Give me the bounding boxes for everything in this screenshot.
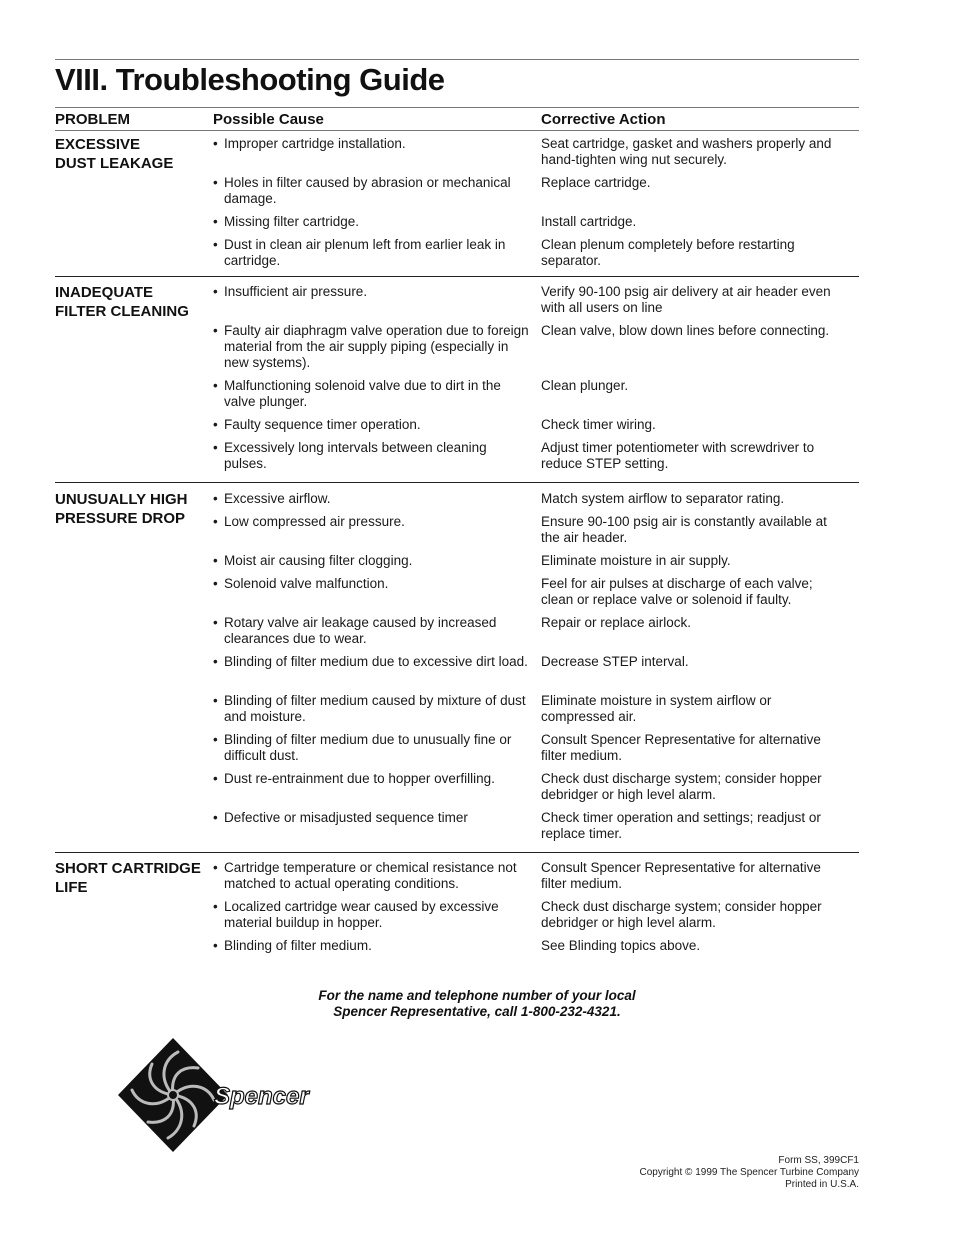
- logo-wordmark: Spencer: [214, 1083, 309, 1110]
- cause-text: • Malfunctioning solenoid valve due to dirt in the valve plunger.: [213, 378, 501, 409]
- footer-info: [639, 1155, 859, 1191]
- spencer-turbine-logo-icon: [118, 1038, 318, 1153]
- copyright-text: Copyright © 1999 The Spencer Turbine Company: [639, 1167, 859, 1178]
- cause-text: • Blinding of filter medium due to excessive dirt load.: [213, 654, 528, 669]
- column-header-action: Corrective Action: [541, 111, 666, 128]
- cause-text: • Dust in clean air plenum left from earlier leak in cartridge.: [213, 237, 506, 268]
- action-text: Adjust timer potentiometer with screwdriver to reduce STEP setting.: [541, 440, 815, 471]
- action-text: Install cartridge.: [541, 214, 637, 229]
- cause-text: • Excessive airflow.: [213, 491, 331, 506]
- action-text: Eliminate moisture in air supply.: [541, 553, 731, 568]
- cause-text: • Defective or misadjusted sequence timer: [213, 810, 468, 825]
- action-text: Ensure 90-100 psig air is constantly available at the air header.: [541, 514, 827, 545]
- action-text: Repair or replace airlock.: [541, 615, 692, 630]
- cause-text: • Excessively long intervals between cleaning pulses.: [213, 440, 487, 471]
- cause-text: • Holes in filter caused by abrasion or mechanical damage.: [213, 175, 511, 206]
- cause-text: • Dust re-entrainment due to hopper overfilling.: [213, 771, 495, 786]
- cause-text: • Faulty sequence timer operation.: [213, 417, 421, 432]
- section-divider: [55, 482, 859, 483]
- cause-text: • Improper cartridge installation.: [213, 136, 406, 151]
- cause-text: • Localized cartridge wear caused by excessive material buildup in hopper.: [213, 899, 499, 930]
- cause-text: • Blinding of filter medium.: [213, 938, 372, 953]
- cause-text: • Moist air causing filter clogging.: [213, 553, 413, 568]
- action-text: Check dust discharge system; consider hopper debridger or high level alarm.: [541, 899, 822, 930]
- cause-text: • Faulty air diaphragm valve operation due to foreign material from the air supply piping (especially in new systems).: [213, 323, 529, 370]
- action-text: See Blinding topics above.: [541, 938, 701, 953]
- action-text: Decrease STEP interval.: [541, 654, 689, 669]
- cause-text: • Rotary valve air leakage caused by increased clearances due to wear.: [213, 615, 497, 646]
- action-text: Consult Spencer Representative for alternative filter medium.: [541, 860, 821, 891]
- problem-label: UNUSUALLY HIGH PRESSURE DROP: [55, 491, 188, 527]
- action-text: Feel for air pulses at discharge of each valve; clean or replace valve or solenoid if faulty.: [541, 576, 813, 607]
- action-text: Check timer operation and settings; readjust or replace timer.: [541, 810, 821, 841]
- contact-note: For the name and telephone number of your local Spencer Representative, call 1-800-232-4321.: [318, 988, 636, 1019]
- problem-label: INADEQUATE FILTER CLEANING: [55, 284, 189, 320]
- cause-text: • Insufficient air pressure.: [213, 284, 368, 299]
- cause-text: • Cartridge temperature or chemical resistance not matched to actual operating conditions.: [213, 860, 517, 891]
- action-text: Consult Spencer Representative for alternative filter medium.: [541, 732, 821, 763]
- cause-text: • Low compressed air pressure.: [213, 514, 405, 529]
- printed-text: Printed in U.S.A.: [785, 1179, 859, 1190]
- action-text: Clean plenum completely before restarting separator.: [541, 237, 795, 268]
- section-divider: [55, 852, 859, 853]
- action-text: Seat cartridge, gasket and washers properly and hand-tighten wing nut securely.: [541, 136, 832, 167]
- action-text: Check dust discharge system; consider hopper debridger or high level alarm.: [541, 771, 822, 802]
- column-header-cause: Possible Cause: [213, 111, 324, 128]
- action-text: Clean valve, blow down lines before connecting.: [541, 323, 830, 338]
- top-divider: [55, 59, 859, 60]
- cause-text: • Blinding of filter medium caused by mixture of dust and moisture.: [213, 693, 526, 724]
- section-divider: [55, 276, 859, 277]
- header-divider-bottom: [55, 130, 859, 131]
- action-text: Eliminate moisture in system airflow or compressed air.: [541, 693, 772, 724]
- form-number: Form SS, 399CF1: [778, 1155, 859, 1166]
- action-text: Replace cartridge.: [541, 175, 651, 190]
- problem-label: EXCESSIVE DUST LEAKAGE: [55, 136, 174, 172]
- page-title: VIII. Troubleshooting Guide: [55, 62, 445, 97]
- action-text: Verify 90-100 psig air delivery at air header even with all users on line: [541, 284, 831, 315]
- action-text: Clean plunger.: [541, 378, 629, 393]
- action-text: Match system airflow to separator rating.: [541, 491, 785, 506]
- spencer-logo: [118, 1038, 318, 1153]
- column-header-problem: PROBLEM: [55, 111, 130, 128]
- cause-text: • Missing filter cartridge.: [213, 214, 360, 229]
- problem-label: SHORT CARTRIDGE LIFE: [55, 860, 201, 896]
- cause-text: • Solenoid valve malfunction.: [213, 576, 389, 591]
- header-divider-top: [55, 107, 859, 108]
- action-text: Check timer wiring.: [541, 417, 656, 432]
- cause-text: • Blinding of filter medium due to unusually fine or difficult dust.: [213, 732, 512, 763]
